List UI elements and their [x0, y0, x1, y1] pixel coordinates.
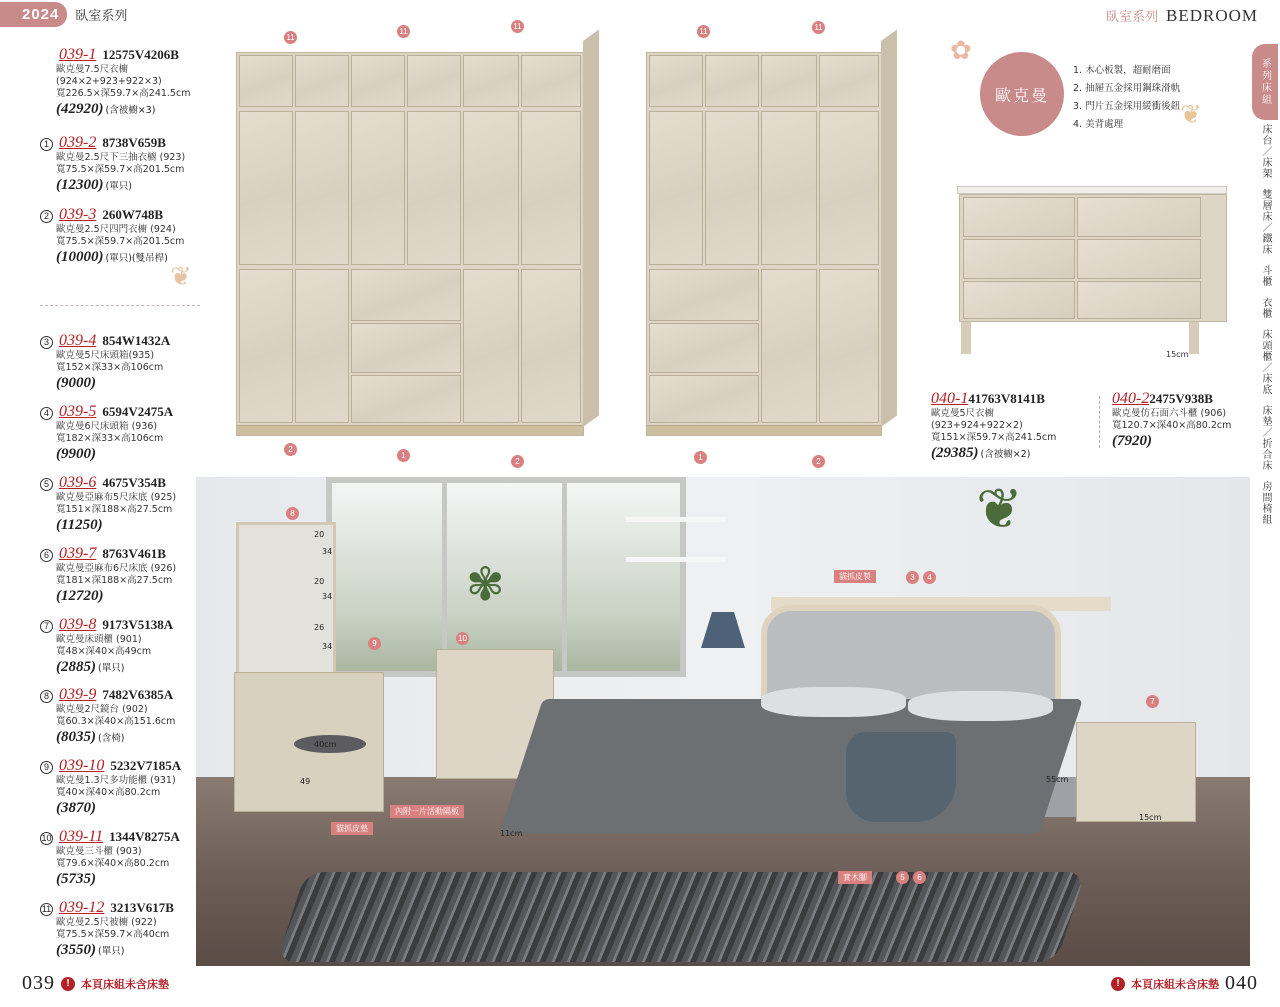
product-description: (924×2+923+922×3): [56, 76, 162, 87]
product-entry: [40, 403, 200, 463]
catalog-code: 039-5: [59, 403, 97, 420]
catalog-code: 039-8: [59, 616, 97, 633]
side-nav-item[interactable]: 雙層床／鐵床: [1260, 189, 1271, 255]
wall-shelf: [626, 557, 726, 562]
product-header: [40, 46, 200, 64]
product-code: 2475V938B: [1149, 391, 1213, 406]
wardrobe-side: [583, 29, 599, 427]
price-unit: (含被櫥×3): [105, 105, 156, 116]
top-door: [705, 55, 759, 107]
plant-icon: ✾: [466, 557, 505, 611]
ref-tag: 11: [284, 31, 297, 44]
page-number-right: 040: [1225, 972, 1258, 994]
product-code: 7482V6385A: [102, 687, 174, 702]
product-price: [931, 444, 1101, 464]
product-description: 歐克曼5尺衣櫥: [931, 408, 995, 419]
product-price: [40, 100, 200, 120]
product-entry: [40, 545, 200, 605]
price-value: (5735): [56, 871, 96, 887]
ref-tag: 6: [913, 871, 926, 884]
product-description: (923+924+922×2): [931, 420, 1023, 431]
category-title-en: BEDROOM: [1165, 6, 1258, 25]
product-description: 寬75.5×深59.7×高40cm: [56, 929, 170, 940]
catalog-code: 040-1: [931, 390, 969, 407]
nightstand: [1076, 722, 1196, 822]
price-value: (12720): [56, 588, 104, 604]
price-value: (10000): [56, 249, 104, 265]
dim-leg: 11cm: [500, 829, 523, 838]
catalog-code: 040-2: [1112, 390, 1150, 407]
item-number-badge: 4: [40, 407, 53, 420]
product-entry: [40, 757, 200, 817]
feature-item: 1. 木心板製，超耐磨面: [1073, 65, 1171, 76]
product-entry: [40, 828, 200, 888]
side-nav-item[interactable]: 房間椅組: [1260, 481, 1271, 525]
warning-icon: !: [1111, 977, 1125, 991]
product-price: [40, 176, 200, 196]
price-unit: (含被櫥×2): [980, 449, 1031, 460]
dresser-drawer: [1077, 239, 1201, 279]
top-door: [463, 55, 519, 107]
bedroom-photo: [196, 477, 1250, 966]
ref-tag: 1: [694, 451, 707, 464]
price-unit: (含椅): [98, 733, 125, 744]
product-price: [40, 870, 200, 888]
product-code: 4675V354B: [102, 475, 166, 490]
top-door: [521, 55, 581, 107]
product-description: 寬181×深188×高27.5cm: [56, 575, 173, 586]
wardrobe-side: [881, 29, 897, 427]
dim-stool: 40cm: [314, 740, 337, 749]
side-nav-item[interactable]: 衣櫃: [1260, 297, 1271, 319]
wardrobe-door: [295, 111, 349, 265]
side-nav-item[interactable]: 床頭櫃／床底: [1260, 329, 1271, 395]
dresser-drawer: [963, 197, 1075, 237]
product-code: 260W748B: [102, 207, 163, 222]
catalog-code: 039-7: [59, 545, 97, 562]
six-drawer-dresser-drawing: [957, 186, 1227, 364]
item-number-badge: 8: [40, 690, 53, 703]
page-number-left: 039: [22, 972, 55, 994]
product-description: 寬40×深40×高80.2cm: [56, 787, 161, 798]
top-door: [819, 55, 879, 107]
product-description: 歐克曼床頭櫃 (901): [56, 634, 142, 645]
product-code: 8738V659B: [102, 135, 166, 150]
catalog-code: 039-2: [59, 134, 97, 151]
product-description: 歐克曼5尺床頭箱(935): [56, 350, 155, 361]
product-header: [40, 616, 200, 634]
product-code: 5232V7185A: [110, 758, 182, 773]
price-value: (9000): [56, 375, 96, 391]
footer-right: [1111, 972, 1258, 995]
dim-stool-height: 49: [300, 777, 311, 786]
footer-note-right: 本頁床組未含床墊: [1131, 977, 1219, 991]
catalog-code: 039-10: [59, 757, 105, 774]
dim-nightstand: 15cm: [1139, 813, 1162, 822]
ref-tag: 11: [511, 20, 524, 33]
dresser-leg-dimension: 15cm: [1166, 350, 1189, 359]
dresser-body: [959, 194, 1227, 322]
dashed-divider: [40, 305, 200, 306]
wardrobe-drawer: [649, 375, 759, 423]
dim-mirror-shelf: 26: [314, 623, 325, 632]
dresser-drawer: [963, 239, 1075, 279]
pillow: [908, 691, 1053, 721]
wardrobe-7-5ft-drawing: [236, 52, 584, 436]
feature-list: [1073, 62, 1180, 134]
wall-shelf: [626, 517, 726, 522]
ref-tag: 2: [284, 443, 297, 456]
item-number-badge: 11: [41, 904, 52, 914]
catalog-code: 039-4: [59, 332, 97, 349]
price-value: (8035): [56, 729, 96, 745]
catalog-code: 039-9: [59, 686, 97, 703]
product-description: 歐克曼仿石面六斗櫃 (906): [1112, 408, 1227, 419]
dim-mirror-shelf: 20: [314, 530, 325, 539]
label-legs: 實木腳: [838, 871, 872, 884]
price-value: (11250): [56, 517, 103, 533]
dresser-leg: [1189, 322, 1199, 354]
product-price: [40, 445, 200, 463]
wardrobe-door: [295, 269, 349, 423]
product-description: 寬79.6×深40×高80.2cm: [56, 858, 170, 869]
label-shelf: 內附一片活動隔板: [390, 805, 464, 818]
label-stool: 貓抓皮墊: [331, 822, 373, 835]
product-price: [40, 658, 200, 678]
price-value: (42920): [56, 101, 104, 117]
warning-icon: !: [61, 977, 75, 991]
dashed-divider: [1099, 396, 1100, 448]
item-number-badge: 3: [40, 336, 53, 349]
top-door: [239, 55, 293, 107]
ref-tag: 4: [923, 571, 936, 584]
wardrobe-drawer: [351, 269, 461, 321]
wardrobe-plinth: [647, 425, 881, 435]
item-number-badge: 10: [41, 833, 52, 843]
product-entry: [40, 474, 200, 534]
product-price: [40, 728, 200, 748]
side-nav: [1254, 124, 1276, 535]
header-right: [1106, 6, 1258, 26]
ref-tag: 11: [812, 21, 825, 34]
product-code: 3213V617B: [110, 900, 174, 915]
side-tab-active[interactable]: 系列床組: [1252, 44, 1278, 120]
dim-mirror-shelf: 20: [314, 577, 325, 586]
wardrobe-plinth: [237, 425, 583, 435]
category-title-left: 臥室系列: [75, 8, 128, 24]
price-value: (2885): [56, 659, 96, 675]
wardrobe-door: [521, 269, 581, 423]
ref-tag: 2: [511, 455, 524, 468]
product-header: [40, 545, 200, 563]
product-description: 歐克曼7.5尺衣櫥: [56, 64, 129, 75]
item-number-badge: 7: [40, 620, 53, 633]
top-door: [407, 55, 461, 107]
product-code: 6594V2475A: [102, 404, 174, 419]
ref-tag: 2: [812, 455, 825, 468]
wardrobe-drawer: [649, 323, 759, 373]
product-entry: [40, 616, 200, 678]
product-header: [40, 686, 200, 704]
product-entry: [40, 686, 200, 748]
wardrobe-door: [819, 269, 879, 423]
catalog-code: 039-12: [59, 899, 105, 916]
ref-tag: 10: [456, 632, 469, 645]
product-description: 歐克曼2.5尺四門衣櫥 (924): [56, 224, 176, 235]
wardrobe-door: [705, 111, 759, 265]
dim-bed: 55cm: [1046, 775, 1069, 784]
wardrobe-door: [521, 111, 581, 265]
product-price: [40, 374, 200, 392]
product-header: [40, 474, 200, 492]
side-nav-item[interactable]: 床台／床架: [1260, 124, 1271, 179]
ref-tag: 9: [368, 637, 381, 650]
product-header: [40, 134, 200, 152]
product-description: 寬75.5×深59.7×高201.5cm: [56, 236, 185, 247]
ref-tag: 5: [896, 871, 909, 884]
product-description: 寬182×深33×高106cm: [56, 433, 164, 444]
wardrobe-door: [407, 111, 461, 265]
product-code: 41763V8141B: [968, 391, 1045, 406]
feature-item: 3. 門片五金採用緩衝後鈕: [1073, 101, 1181, 112]
catalog-code: 039-3: [59, 206, 97, 223]
product-entry: [40, 899, 200, 961]
wardrobe-door: [351, 111, 405, 265]
price-value: (3870): [56, 800, 96, 816]
catalog-code: 039-6: [59, 474, 97, 491]
vanity-mirror: [236, 522, 336, 677]
feature-item: 4. 美背處理: [1073, 119, 1124, 130]
product-description: 寬152×深33×高106cm: [56, 362, 164, 373]
product-header: [40, 899, 200, 917]
product-entry: [40, 134, 200, 196]
price-value: (12300): [56, 177, 104, 193]
product-description: 寬120.7×深40×高80.2cm: [1112, 420, 1232, 431]
product-description: 歐克曼亞麻布5尺床底 (925): [56, 492, 177, 503]
product-description: 歐克曼2尺鏡台 (902): [56, 704, 148, 715]
catalog-code: 039-11: [59, 828, 104, 845]
leaf-ornament-icon: ❦: [1180, 100, 1202, 130]
pillow: [761, 687, 906, 717]
brand-badge: 歐克曼: [980, 52, 1064, 136]
ref-tag: 11: [697, 25, 710, 38]
ref-tag: 7: [1146, 695, 1159, 708]
wardrobe-door: [239, 111, 293, 265]
photo-rug: [276, 872, 1085, 962]
price-unit: (單只): [105, 181, 132, 192]
item-number-badge: 5: [40, 478, 53, 491]
product-header: [40, 403, 200, 421]
dresser-leg: [961, 322, 971, 354]
dresser-drawer: [963, 281, 1075, 319]
wardrobe-door: [761, 111, 817, 265]
product-description: 寬75.5×深59.7×高201.5cm: [56, 164, 185, 175]
product-code: 12575V4206B: [102, 47, 179, 62]
top-door: [761, 55, 817, 107]
wardrobe-door: [819, 111, 879, 265]
ref-tag: 8: [286, 507, 299, 520]
product-header: [40, 757, 200, 775]
footer-note-left: 本頁床組未含床墊: [81, 977, 169, 991]
top-door: [351, 55, 405, 107]
product-description: 寬48×深40×高49cm: [56, 646, 152, 657]
top-door: [649, 55, 703, 107]
product-entry: [40, 332, 200, 392]
product-header: [40, 828, 200, 846]
product-description: 寬151×深59.7×高241.5cm: [931, 432, 1057, 443]
side-nav-item[interactable]: 斗櫃: [1260, 265, 1271, 287]
catalog-code: 039-1: [59, 46, 97, 63]
product-entry: [931, 388, 1101, 464]
plant-icon: ❦: [976, 477, 1023, 542]
label-headboard: 貓抓皮製: [834, 570, 876, 583]
item-number-badge: 2: [40, 210, 53, 223]
product-header: [40, 332, 200, 350]
product-header: [40, 206, 200, 224]
dresser-drawer: [1077, 197, 1201, 237]
price-unit: (單只)(雙吊桿): [105, 253, 168, 264]
ref-tag: 3: [906, 571, 919, 584]
product-description: 寬60.3×深40×高151.6cm: [56, 716, 176, 727]
product-header: [931, 388, 1101, 408]
product-entry: [40, 46, 200, 120]
item-number-badge: 1: [40, 138, 53, 151]
price-unit: (單只): [98, 663, 125, 674]
product-price: [40, 516, 200, 534]
product-code: 854W1432A: [102, 333, 171, 348]
price-value: (3550): [56, 942, 96, 958]
footer-left: [22, 972, 169, 995]
ref-tag: 1: [397, 449, 410, 462]
catalog-year: 2024: [0, 2, 67, 27]
ref-tag: 11: [397, 25, 410, 38]
throw-blanket: [846, 732, 956, 822]
wardrobe-door: [463, 269, 519, 423]
item-number-badge: 9: [40, 761, 53, 774]
side-nav-item[interactable]: 床墊／折合床: [1260, 405, 1271, 471]
stone-top: [957, 186, 1227, 194]
product-price: [40, 799, 200, 817]
product-description: 寬151×深188×高27.5cm: [56, 504, 173, 515]
wardrobe-drawer: [351, 375, 461, 423]
product-code: 8763V461B: [102, 546, 166, 561]
wardrobe-drawer: [351, 323, 461, 373]
product-code: 9173V5138A: [102, 617, 174, 632]
wardrobe-door: [761, 269, 817, 423]
product-entry: [40, 206, 200, 268]
header-left: [0, 0, 127, 28]
product-description: 歐克曼2.5尺被櫥 (922): [56, 917, 157, 928]
product-description: 歐克曼亞麻布6尺床底 (926): [56, 563, 177, 574]
product-description: 歐克曼6尺床頭箱 (936): [56, 421, 158, 432]
dim-mirror-shelf: 34: [322, 547, 333, 556]
product-description: 歐克曼2.5尺下三抽衣櫥 (923): [56, 152, 186, 163]
price-value: (29385): [931, 445, 979, 461]
dim-mirror-shelf: 34: [322, 592, 333, 601]
product-description: 歐克曼1.3尺多功能櫃 (931): [56, 775, 176, 786]
dim-mirror-shelf: 34: [322, 642, 333, 651]
wardrobe-door: [463, 111, 519, 265]
category-title-right: 臥室系列: [1105, 10, 1158, 25]
price-value: (7920): [1112, 433, 1152, 449]
flower-ornament-icon: ✿: [950, 36, 972, 66]
feature-item: 2. 抽屜五金採用鋼珠滑軌: [1073, 83, 1181, 94]
wardrobe-door: [649, 111, 703, 265]
wardrobe-door: [239, 269, 293, 423]
item-number-badge: 6: [40, 549, 53, 562]
product-description: 寬226.5×深59.7×高241.5cm: [56, 88, 191, 99]
product-price: [40, 587, 200, 605]
price-value: (9900): [56, 446, 96, 462]
top-door: [295, 55, 349, 107]
dresser-drawer: [1077, 281, 1201, 319]
price-unit: (單只): [98, 946, 125, 957]
product-description: 歐克曼三斗櫃 (903): [56, 846, 142, 857]
leaf-ornament-icon: ❦: [170, 262, 192, 292]
photo-window: [326, 477, 686, 677]
product-price: [40, 941, 200, 961]
product-code: 1344V8275A: [109, 829, 180, 844]
wardrobe-5ft-drawing: [646, 52, 882, 436]
wardrobe-drawer: [649, 269, 759, 321]
